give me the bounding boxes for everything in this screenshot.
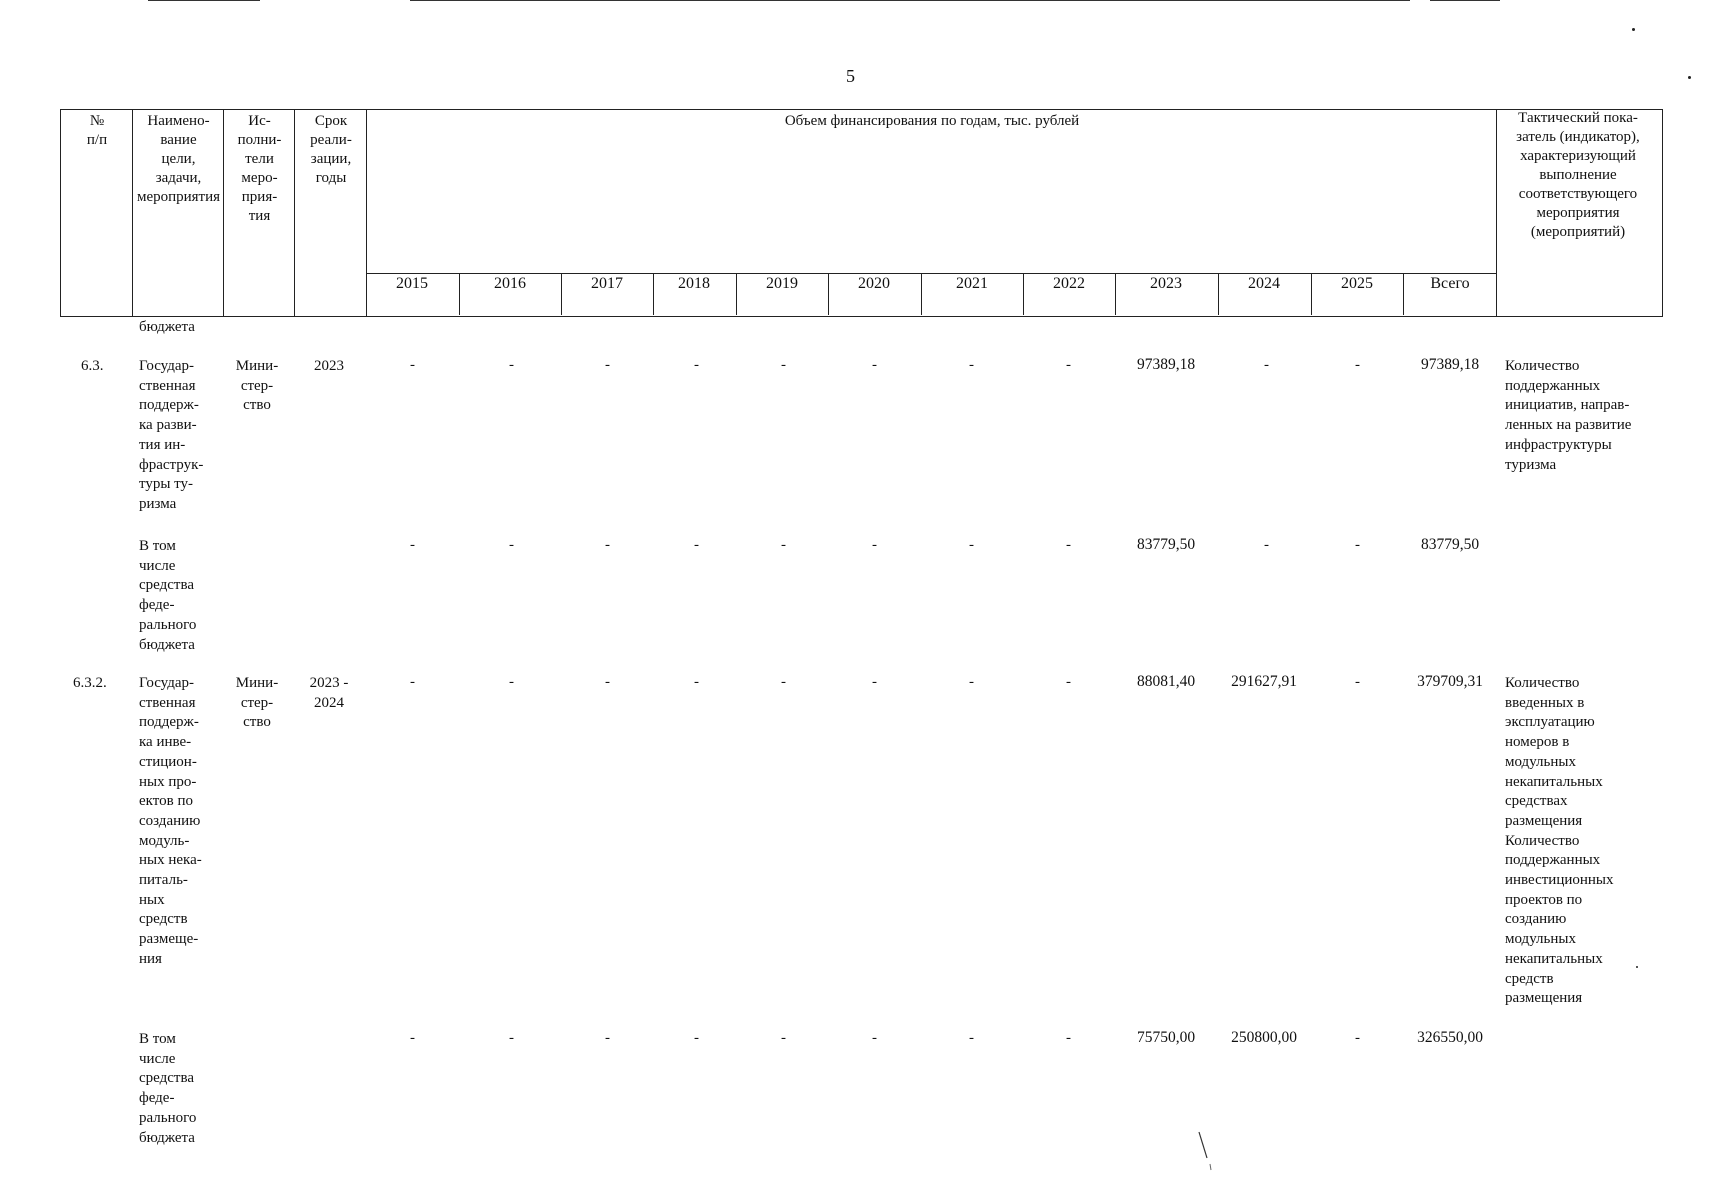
row-name [139,537,196,655]
row-name-line: рального [139,1109,197,1126]
header-funding: Объем финансирования по годам, тыс. рублей [784,113,1080,129]
row-name-line: ектов по [139,793,193,810]
row-indicator-line: модульных [1505,931,1576,948]
year-header: 2016 [494,275,526,292]
year-header: 2024 [1248,275,1280,292]
value-dash: - [1264,537,1269,553]
row-indicator-line: инфраструктуры [1505,436,1612,453]
value-dash: - [872,537,877,553]
value-dash: - [781,537,786,553]
row-name-line: бюджета [139,636,195,653]
value-cell: 83779,50 [1136,536,1196,553]
header-term-line: зации, [310,151,352,167]
row-name-line: ственная [139,694,196,711]
row-indicator-line: номеров в [1505,734,1570,751]
value-dash: - [1066,357,1071,373]
year-header: 2017 [591,275,623,292]
value-dash: - [1355,674,1360,690]
row-name-line: размеще- [139,931,199,948]
scan-rule [410,0,1410,1]
value-dash: - [410,357,415,373]
header-indicator-line: затель (индикатор), [1516,129,1640,145]
header-term-line: Срок [314,113,348,129]
value-dash: - [969,1030,974,1046]
scan-rule [148,0,260,1]
row-indicator-line: размещения [1505,990,1583,1007]
row-executor-line: ство [243,397,271,414]
header-indicator [1498,109,1658,242]
header-num: № п/п [86,113,108,148]
value-dash: - [694,674,699,690]
header-indicator-line: Тактический пока- [1518,110,1638,126]
row-name-line: созданию [139,812,201,829]
carry-over-text: бюджета [139,319,195,335]
value-cell: 326550,00 [1417,1029,1483,1046]
year-header: 2022 [1053,275,1085,292]
row-name-line: Государ- [139,358,195,374]
row-name-line: числе [139,557,176,574]
row-name-line: средств [139,911,188,928]
row-indicator-line: инициатив, направ- [1505,397,1630,414]
value-dash: - [605,537,610,553]
value-cell: 97389,18 [1420,356,1480,373]
value-dash: - [605,674,610,690]
row-name [139,1030,196,1148]
row-name-line: бюджета [139,1129,195,1146]
row-indicator [1505,357,1660,475]
row-name-line: рального [139,616,197,633]
header-name-line: вание [160,132,197,148]
value-dash: - [694,1030,699,1046]
header-indicator-line: мероприятия [1536,205,1620,221]
row-name [139,357,203,515]
row-name-line: ственная [139,377,196,394]
row-indicator-line: средствах [1505,793,1568,810]
row-name-line: фраструк- [139,456,204,473]
value-cell: 83779,50 [1420,536,1480,553]
value-dash: - [781,1030,786,1046]
row-indicator-line: поддержанных [1505,377,1601,394]
row-name-line: средства [139,1070,195,1087]
header-exec-line: Ис- [248,113,271,129]
header-name-line: цели, [161,151,196,167]
value-cell: 250800,00 [1231,1029,1297,1046]
year-header: Всего [1430,275,1470,292]
value-dash: - [509,357,514,373]
row-indicator-line: эксплуатацию [1505,714,1595,731]
row-name-line: феде- [139,597,175,614]
header-exec-line: меро- [241,170,278,186]
row-name-line: В том [139,538,176,554]
value-dash: - [1066,674,1071,690]
row-number: 6.3. [81,358,104,374]
row-name-line: ных нека- [139,852,202,869]
row-name-line: питаль- [139,872,188,889]
value-dash: - [1066,1030,1071,1046]
value-dash: - [872,357,877,373]
row-name-line: Государ- [139,675,195,691]
row-term-line: 2023 [314,358,344,374]
year-header: 2021 [956,275,988,292]
scan-rule [1430,0,1500,1]
row-name [139,674,202,970]
header-indicator-line: соответствующего [1518,186,1638,202]
value-dash: - [1264,357,1269,373]
row-term-line: 2024 [314,694,344,711]
row-name-line: поддерж- [139,714,199,731]
header-exec-line: полни- [237,132,282,148]
row-term-line: 2023 - [309,675,349,691]
row-indicator-line: некапитальных [1505,773,1603,790]
row-name-line: поддерж- [139,397,199,414]
year-header: 2019 [766,275,798,292]
header-name-line: Наимено- [147,113,210,129]
value-dash: - [410,674,415,690]
value-dash: - [872,674,877,690]
row-name-line: модуль- [139,832,190,849]
value-cell: 379709,31 [1417,673,1483,690]
row-name-line: ных [139,891,165,908]
row-indicator-line: созданию [1505,911,1567,928]
row-indicator-line: проектов по [1505,891,1583,908]
row-indicator-line: Количество [1505,832,1580,849]
row-indicator-line: инвестиционных [1505,872,1614,889]
header-name-line: мероприятия [136,189,221,205]
row-indicator-line: средств [1505,970,1554,987]
row-executor-line: Мини- [235,358,279,374]
row-term [300,357,358,377]
year-header: 2025 [1341,275,1373,292]
row-name-line: феде- [139,1090,175,1107]
header-term-line: реали- [310,132,352,148]
value-dash: - [694,537,699,553]
value-dash: - [969,537,974,553]
value-dash: - [694,357,699,373]
row-indicator-line: введенных в [1505,694,1585,711]
row-term [300,674,358,713]
row-indicator-line: ленных на развитие [1505,417,1632,434]
value-dash: - [410,537,415,553]
value-cell: 291627,91 [1231,673,1297,690]
value-cell: 88081,40 [1136,673,1196,690]
row-name-line: туры ту- [139,476,194,493]
scan-mark [1196,1130,1216,1172]
row-indicator-line: туризма [1505,456,1557,473]
row-name-line: числе [139,1050,176,1067]
row-executor-line: стер- [240,377,274,394]
row-name-line: ных про- [139,773,197,790]
row-name-line: ния [139,950,162,967]
row-name-line: В том [139,1031,176,1047]
header-indicator-line: (мероприятий) [1530,224,1626,240]
row-executor-line: стер- [240,694,274,711]
scan-speck [1688,76,1691,79]
value-dash: - [410,1030,415,1046]
value-dash: - [969,674,974,690]
row-executor-line: ство [243,714,271,731]
row-name-line: ка инве- [139,734,192,751]
row-name-line: тия ин- [139,436,186,453]
row-executor [230,674,284,733]
header-term [296,112,366,188]
row-indicator-line: Количество [1505,675,1580,691]
row-executor [230,357,284,416]
value-dash: - [1355,537,1360,553]
header-exec-line: тия [248,208,271,224]
header-exec-line: прия- [241,189,278,205]
year-header: 2018 [678,275,710,292]
row-indicator [1505,674,1660,1009]
value-dash: - [509,537,514,553]
row-name-line: средства [139,577,195,594]
value-dash: - [605,1030,610,1046]
header-name-line: задачи, [155,170,202,186]
value-cell: 75750,00 [1136,1029,1196,1046]
value-dash: - [781,357,786,373]
year-header: 2020 [858,275,890,292]
row-number: 6.3.2. [73,675,107,691]
value-dash: - [605,357,610,373]
value-dash: - [969,357,974,373]
row-name-line: ка разви- [139,417,197,434]
row-indicator-line: размещения [1505,812,1583,829]
header-term-line: годы [315,170,347,186]
page-number: 5 [846,66,855,86]
row-indicator-line: модульных [1505,753,1576,770]
row-executor-line: Мини- [235,675,279,691]
year-header: 2015 [396,275,428,292]
header-indicator-line: характеризующий [1520,148,1636,164]
header-indicator-line: выполнение [1539,167,1617,183]
row-indicator-line: Количество [1505,358,1580,374]
year-header: 2023 [1150,275,1182,292]
value-dash: - [1066,537,1071,553]
row-indicator-line: поддержанных [1505,852,1601,869]
value-dash: - [509,674,514,690]
header-exec-line: тели [245,151,274,167]
row-name-line: стицион- [139,753,197,770]
row-indicator-line: некапитальных [1505,950,1603,967]
header-name [134,112,223,207]
value-dash: - [781,674,786,690]
scan-speck [1632,28,1635,31]
value-dash: - [1355,357,1360,373]
value-dash: - [872,1030,877,1046]
value-dash: - [1355,1030,1360,1046]
row-name-line: ризма [139,495,177,512]
header-executors [225,112,294,226]
value-dash: - [509,1030,514,1046]
value-cell: 97389,18 [1136,356,1196,373]
